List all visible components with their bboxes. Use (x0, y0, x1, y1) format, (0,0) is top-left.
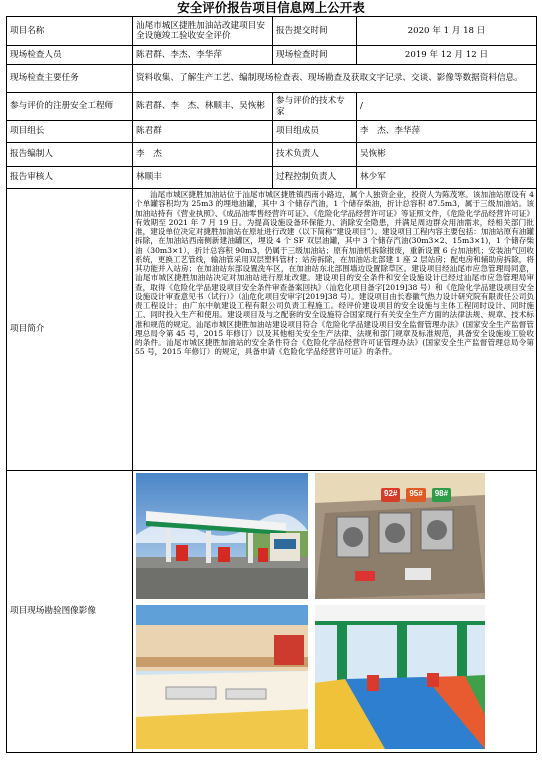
photos-label: 项目现场勘验图像影像 (7, 471, 133, 753)
team-members-label: 项目组成员 (273, 121, 357, 143)
row-intro (7, 189, 537, 471)
inspectors-value: 陈君群、李杰、李华萍 (133, 46, 273, 65)
submit-time-label: 报告提交时间 (273, 17, 357, 46)
technical-experts-label: 参与评价的技术专家 (273, 93, 357, 121)
row-reviewer (7, 167, 537, 189)
team-members-value: 李 杰、李华萍 (357, 121, 537, 143)
tasks-value: 资料收集、了解生产工艺、编制现场检查表、现场勘查及获取文字记录、交谈、影像等数据资料信息。 (133, 65, 537, 93)
tasks-label: 现场检查主要任务 (7, 65, 133, 93)
row-compiler (7, 143, 537, 167)
process-lead-value: 林少军 (357, 167, 537, 189)
photos-cell (133, 471, 537, 753)
row-tasks (7, 65, 537, 93)
inspect-time-label: 现场检查时间 (273, 46, 357, 65)
inspectors-label: 现场检查人员 (7, 46, 133, 65)
photo-tank-manholes (315, 473, 485, 599)
intro-text: 汕尾市城区捷胜加油站位于汕尾市城区捷胜镇西南小路边，属个人独资企业，投资人为陈茂寒。该加油站原设有 4 个单罐容积均为 25m3 的埋地油罐，其中 3 个储存汽油，1 个储存柴油，折计总容积 87.5m3，属于三级加油站。该加油站持有《营业执照》、《成品油零售经营许可证》、《危险化学品经营许可证》等证照文件，《危险化学品经营许可证》有效期至 2021 年 7 月 19 日。为提高设施设备环保能力、消除安全隐患，并满足周边群众用油需求，经相关部门批准，建设单位决定对捷胜加油站在原址进行改建（以下简称“建设项目”）。建设项目工程内容主要包括：加油站原有油罐拆除，在加油站西南侧新建油罐区，埋设 4 个 SF 双层油罐，其中 3 个储存汽油(30m3×2、15m3×1)，1 个储存柴油（30m3×1），折计总容积 90m3，仍属于三级加油站；原有加油机拆除报废，重新设置 6 台加油机；安装油气回收系统，更换工艺管线，输油管采用双层塑料管材；站房拆除，在加油站北部建 1 座 2 层站房；配电房和辅助房拆除，将其功能并入站房；在加油站东部设置洗车区，在加油站东北部围墙边设置除草区。建设项目经汕尾市应急管理局同意，汕尾市城区捷胜加油站决定对加油站进行原址改建。建设项目的安全条件和安全设施设计已经过汕尾市应急管理局审查，取得《危险化学品建设项目安全条件审查备案回执》（汕危化项目备字[2019]38 号）和《危险化学品建设项目安全设施设计审查意见书（试行）》（汕危化项目安审字[2019]38 号）。建设项目由长春徽气热力设计研究院有限责任公司负责工程设计；由广东中航建设工程有限公司负责工程施工。经评价建设项目的安全设施与主体工程同时设计、同时施工、同时投入生产和使用。建设项目及与之配套的安全设施符合国家现行有关安全生产方面的法律法规、规章、技术标准和规范的规定。汕尾市城区捷胜加油站建设项目符合《危险化学品建设项目安全监督管理办法》(国家安全生产监督管理总局令第 45 号，2015 年修订）以及其他相关安全生产法律、法规和部门规章及标准规范，具备安全设施竣工验收的条件。汕尾市城区捷胜加油站的安全条件符合《危险化学品经营许可证管理办法》(国家安全生产监督管理总局令第 55 号，2015 年修订）的规定，具备申请《危险化学品经营许可证》的条件。 (133, 189, 537, 471)
compiler-label: 报告编制人 (7, 143, 133, 167)
pump-label-95: 95# (406, 488, 425, 502)
process-lead-label: 过程控制负责人 (273, 167, 357, 189)
team-leader-label: 项目组长 (7, 121, 133, 143)
photo-forecourt (315, 605, 485, 749)
row-engineers (7, 93, 537, 121)
project-name-value: 汕尾市城区捷胜加油站改建项目安全设施竣工验收安全评价 (133, 17, 273, 46)
intro-label: 项目简介 (7, 189, 133, 471)
info-table (6, 16, 537, 753)
team-leader-value: 陈君群 (133, 121, 273, 143)
project-name-label: 项目名称 (7, 17, 133, 46)
submit-time-value: 2020 年 1 月 18 日 (357, 17, 537, 46)
page-title: 安全评价报告项目信息网上公开表 (177, 0, 365, 15)
row-team (7, 121, 537, 143)
photo-tank-area (136, 605, 308, 749)
inspect-time-value: 2019 年 12 月 12 日 (357, 46, 537, 65)
technical-experts-value: / (357, 93, 537, 121)
compiler-value: 李 杰 (133, 143, 273, 167)
tech-lead-label: 技术负责人 (273, 143, 357, 167)
row-inspectors (7, 46, 537, 65)
pump-label-row (381, 488, 481, 502)
registered-engineers-label: 参与评价的注册安全工程师 (7, 93, 133, 121)
photo-station-exterior (136, 473, 308, 599)
pump-label-98: 98# (432, 488, 451, 502)
tech-lead-value: 吴恢彬 (357, 143, 537, 167)
row-photos (7, 471, 537, 753)
reviewer-value: 林顺丰 (133, 167, 273, 189)
row-project-name (7, 17, 537, 46)
registered-engineers-value: 陈君群、李 杰、林顺丰、吴恢彬 (133, 93, 273, 121)
pump-label-92: 92# (381, 488, 400, 502)
reviewer-label: 报告审核人 (7, 167, 133, 189)
